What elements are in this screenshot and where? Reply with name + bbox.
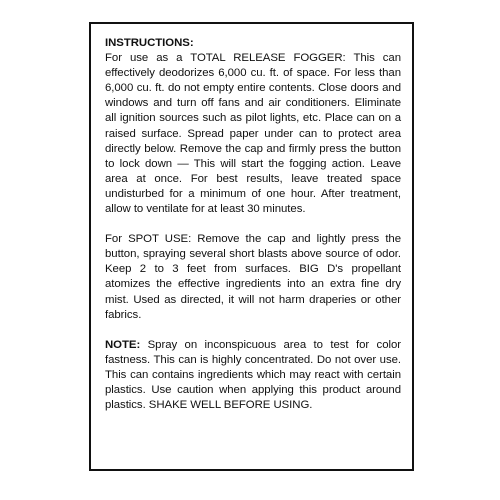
spot-use-section <box>105 232 401 323</box>
note-section <box>105 338 401 413</box>
instructions-section <box>105 36 401 217</box>
instructions-heading: INSTRUCTIONS: <box>105 37 194 49</box>
spot-use-body: For SPOT USE: Remove the cap and lightly press the button, spraying several short blasts above source of odor. Keep 2 to 3 feet from surfaces. BIG D's propellant atomizes the effective ingredients into an extra fine dry mist. Used as directed, it will not harm draperies or other fabrics. <box>105 233 401 321</box>
note-label: NOTE: <box>105 338 141 351</box>
note-body: Spray on inconspicuous area to test for color fastness. This can is highly concentrated. Do not over use. This can contains ingredients which may react with certain plastics. Use caution when applying this product around plastics. SHAKE WELL BEFORE USING. <box>105 338 401 412</box>
label-text-block <box>105 36 401 413</box>
instructions-body: For use as a TOTAL RELEASE FOGGER: This can effectively deodorizes 6,000 cu. ft. of space. For less than 6,000 cu. ft. do not empty entire contents. Close doors and windows and turn off fans and air conditioners. Eliminate all ignition sources such as pilot lights, etc. Place can on a raised surface. Spread paper under can to protect area directly below. Remove the cap and firmly press the button to lock down — This will start the fogging action. Leave area at once. For best results, leave treated space undisturbed for a minimum of one hour. After treatment, allow to ventilate for at least 30 minutes. <box>105 52 401 216</box>
